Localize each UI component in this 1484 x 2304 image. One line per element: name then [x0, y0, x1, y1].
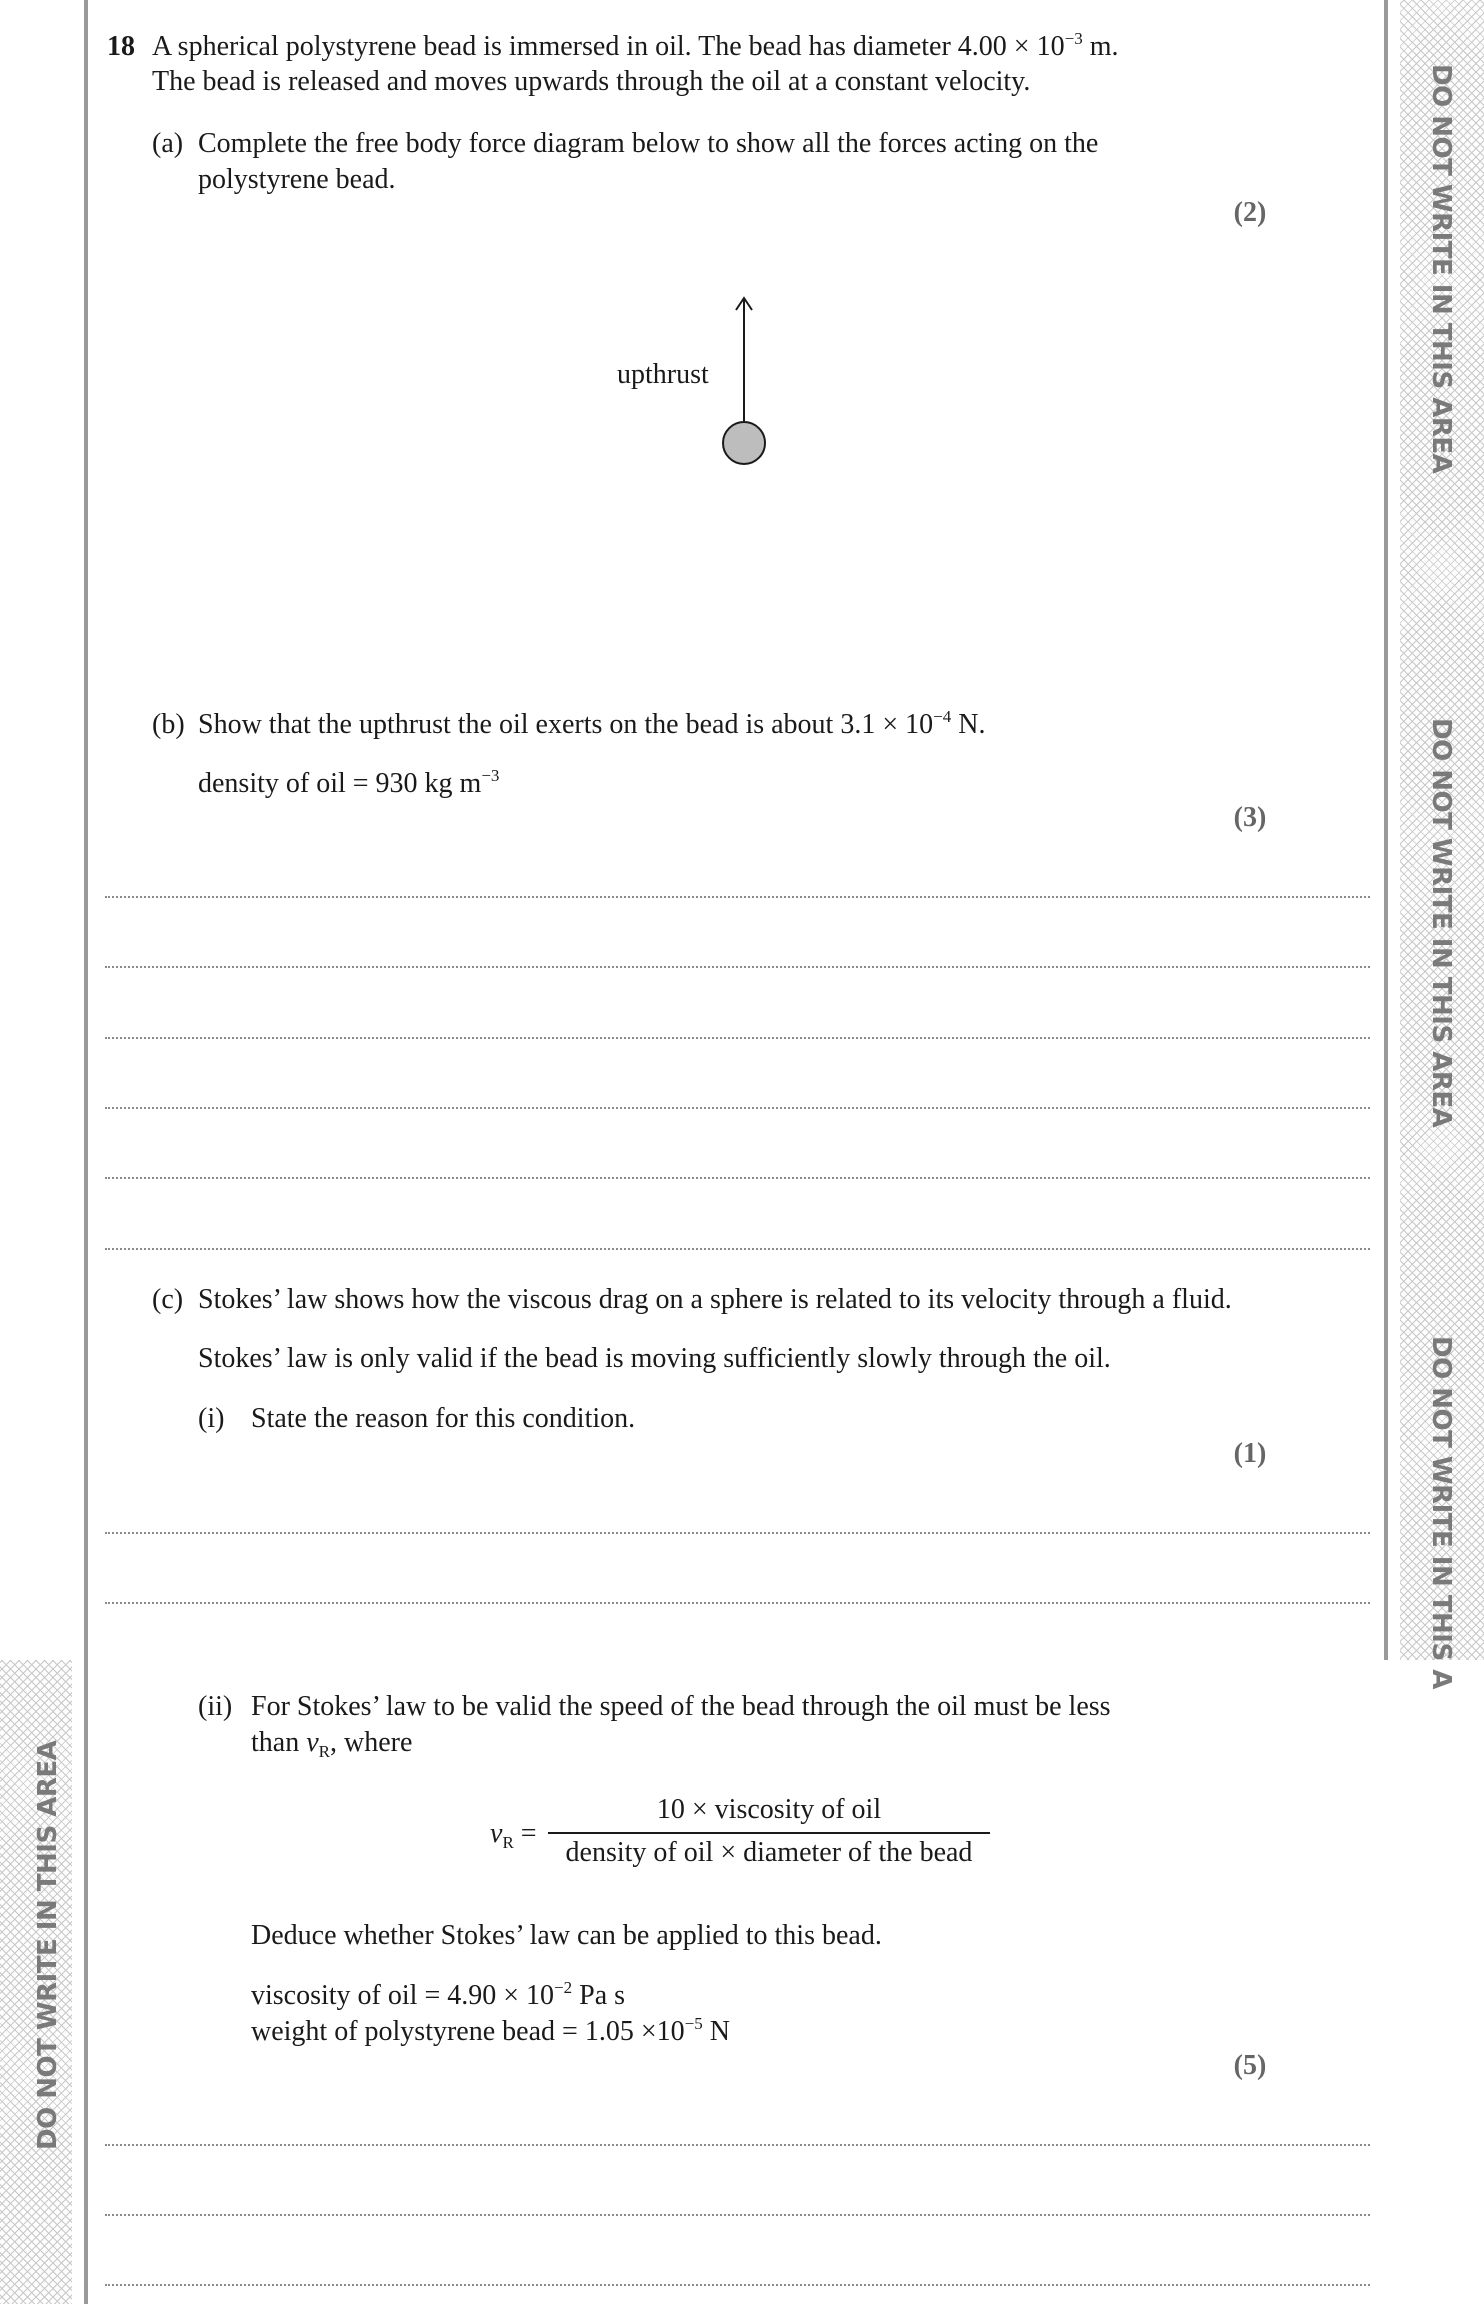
part-c-ii-marks: (5) — [1233, 2050, 1267, 2081]
answer-line[interactable] — [105, 1602, 1370, 1604]
answer-line[interactable] — [105, 966, 1370, 968]
margin-warning-left-1: DO NOT WRITE IN THIS AREA — [33, 1740, 63, 2150]
part-c-line1: Stokes’ law shows how the viscous drag on a sphere is related to its velocity through a fluid. — [198, 1284, 1232, 1315]
part-c-ii-line2: than $v_R$, where — [251, 1727, 413, 1761]
left-margin-bar — [84, 1660, 88, 2304]
free-body-diagram — [700, 290, 790, 470]
answer-line[interactable] — [105, 896, 1370, 898]
part-c-i-marks: (1) — [1233, 1438, 1267, 1469]
answer-line[interactable] — [105, 2144, 1370, 2146]
question-intro-line1: A spherical polystyrene bead is immersed in oil. The bead has diameter $4.00 \times 10^{-3}$ m. — [152, 29, 1119, 62]
part-b-label: (b) — [152, 709, 185, 740]
margin-warning-right-1: DO NOT WRITE IN THIS AREA — [1426, 64, 1456, 474]
margin-warning-right-3: DO NOT WRITE IN THIS A — [1426, 1336, 1456, 1689]
answer-line[interactable] — [105, 1037, 1370, 1039]
bead — [723, 422, 765, 464]
part-c-ii-line1: For Stokes’ law to be valid the speed of the bead through the oil must be less — [251, 1691, 1111, 1722]
part-c-ii-label: (ii) — [198, 1691, 233, 1722]
part-a-marks: (2) — [1233, 197, 1267, 228]
question-intro-line2: The bead is released and moves upwards through the oil at a constant velocity. — [152, 66, 1031, 97]
part-c-ii-deduce: Deduce whether Stokes’ law can be applied to this bead. — [251, 1920, 882, 1951]
part-c-line2: Stokes’ law is only valid if the bead is moving sufficiently slowly through the oil. — [198, 1343, 1111, 1374]
formula-denominator: density of oil × diameter of the bead — [565, 1837, 973, 1868]
part-a-line1: Complete the free body force diagram below to show all the forces acting on the — [198, 128, 1099, 159]
question-number: 18 — [107, 31, 135, 62]
part-c-i-text: State the reason for this condition. — [251, 1403, 636, 1434]
part-b-density: density of oil = 930 kg $m^{-3}$ — [198, 766, 500, 799]
upthrust-label: upthrust — [617, 359, 709, 390]
fraction-bar — [548, 1832, 990, 1834]
viscosity-value: viscosity of oil = $4.90 \times 10^{-2}$ Pa s — [251, 1978, 626, 2011]
answer-line[interactable] — [105, 1248, 1370, 1250]
part-b-marks: (3) — [1233, 802, 1267, 833]
part-a-label: (a) — [152, 128, 184, 159]
formula-lhs: $v_R$ = — [490, 1818, 537, 1852]
answer-line[interactable] — [105, 1532, 1370, 1534]
answer-line[interactable] — [105, 1107, 1370, 1109]
answer-line[interactable] — [105, 2214, 1370, 2216]
weight-value: weight of polystyrene bead = $1.05 \times 10^{-5}$ N — [251, 2014, 730, 2047]
formula-numerator: 10 × viscosity of oil — [656, 1794, 882, 1825]
part-a-line2: polystyrene bead. — [198, 164, 396, 195]
right-margin-border — [1384, 0, 1388, 1660]
part-b-text: Show that the upthrust the oil exerts on the bead is about $3.1 \times 10^{-4}$ N. — [198, 707, 986, 740]
part-c-i-label: (i) — [198, 1403, 225, 1434]
answer-line[interactable] — [105, 1177, 1370, 1179]
part-c-label: (c) — [152, 1284, 184, 1315]
margin-warning-right-2: DO NOT WRITE IN THIS AREA — [1426, 718, 1456, 1128]
answer-line[interactable] — [105, 2284, 1370, 2286]
